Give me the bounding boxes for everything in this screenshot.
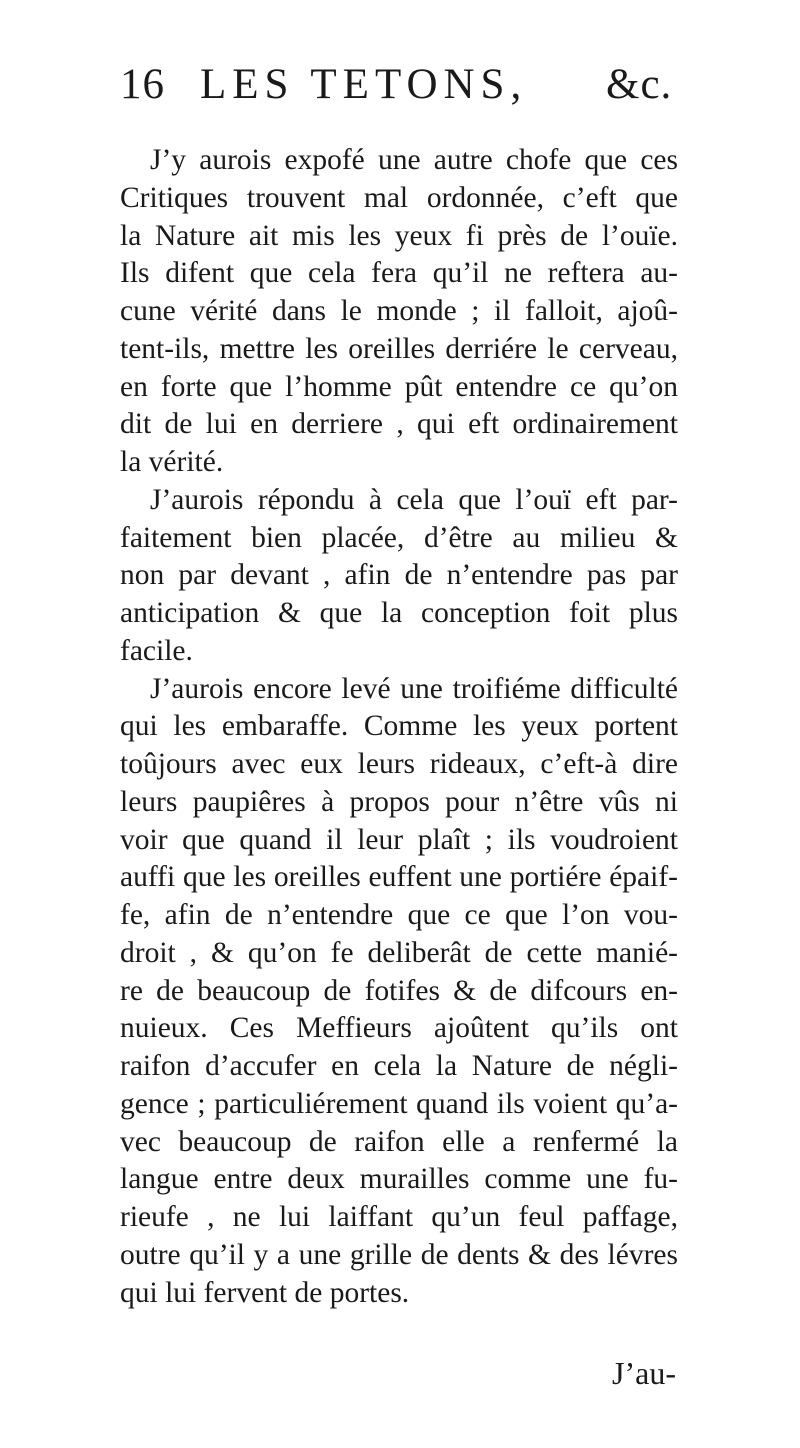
text-line: langue entre deux murailles comme une fu-	[120, 1163, 678, 1196]
text-line: dit de lui en derriere , qui eft ordinairement	[120, 408, 678, 441]
catchword: J’au-	[612, 1355, 676, 1391]
text-line: la vérité.	[120, 446, 224, 478]
running-head	[120, 60, 680, 120]
text-line: qui lui fervent de portes.	[120, 1276, 410, 1309]
text-line: facile.	[120, 634, 193, 667]
paragraph	[120, 142, 678, 482]
text-line: fe, afin de n’entendre que ce que l’on vou-	[120, 899, 678, 931]
text-line: droit , & qu’on fe deliberât de cette manié-	[120, 936, 678, 969]
text-line: en forte que l’homme pût entendre ce qu’on	[120, 370, 678, 403]
text-line: nuieux. Ces Meffieurs ajoûtent qu’ils ont	[120, 1012, 678, 1045]
paragraph	[120, 482, 678, 671]
paragraph	[120, 671, 678, 1313]
text-line: outre qu’il y a une grille de dents & des lévres	[120, 1238, 678, 1271]
text-line: Critiques trouvent mal ordonnée, c’eft que	[120, 181, 678, 214]
running-title-etc: &c.	[606, 61, 673, 108]
running-title: LES TETONS,	[200, 61, 528, 108]
text-line: Ils difent que cela fera qu’il ne reftera au-	[120, 257, 678, 290]
text-line: toûjours avec eux leurs rideaux, c’eft-à dire	[120, 748, 678, 780]
text-line: leurs paupiêres à propos pour n’être vûs ni	[120, 785, 678, 818]
text-line: anticipation & que la conception foit plus	[120, 597, 678, 629]
text-line: J’aurois encore levé une troifiéme difficulté	[150, 672, 678, 705]
text-line: faitement bien placée, d’être au milieu &	[120, 521, 678, 554]
text-line: la Nature ait mis les yeux fi près de l’ouïe.	[120, 219, 678, 252]
text-line: qui les embaraffe. Comme les yeux portent	[120, 710, 678, 743]
text-line: re de beaucoup de fotifes & de difcours en-	[120, 974, 678, 1007]
text-line: J’y aurois expofé une autre chofe que ces	[150, 144, 678, 176]
page-number: 16	[120, 61, 165, 108]
text-line: rieufe , ne lui laiffant qu’un feul paffage,	[120, 1201, 678, 1233]
text-line: auffi que les oreilles euffent une portiére épaif-	[120, 861, 678, 894]
text-line: raifon d’accufer en cela la Nature de négli-	[120, 1050, 678, 1082]
text-line: tent-ils, mettre les oreilles derriére le cerveau,	[120, 332, 678, 365]
text-line: voir que quand il leur plaît ; ils voudroient	[120, 823, 678, 856]
text-line: cune vérité dans le monde ; il falloit, ajoû-	[120, 295, 678, 327]
text-line: J’aurois répondu à cela que l’ouï eft par-	[150, 483, 678, 516]
body-text	[120, 142, 678, 1312]
text-line: non par devant , afin de n’entendre pas par	[120, 559, 678, 592]
text-line: gence ; particuliérement quand ils voient qu’a-	[120, 1087, 678, 1120]
text-line: vec beaucoup de raifon elle a renfermé la	[120, 1125, 678, 1158]
